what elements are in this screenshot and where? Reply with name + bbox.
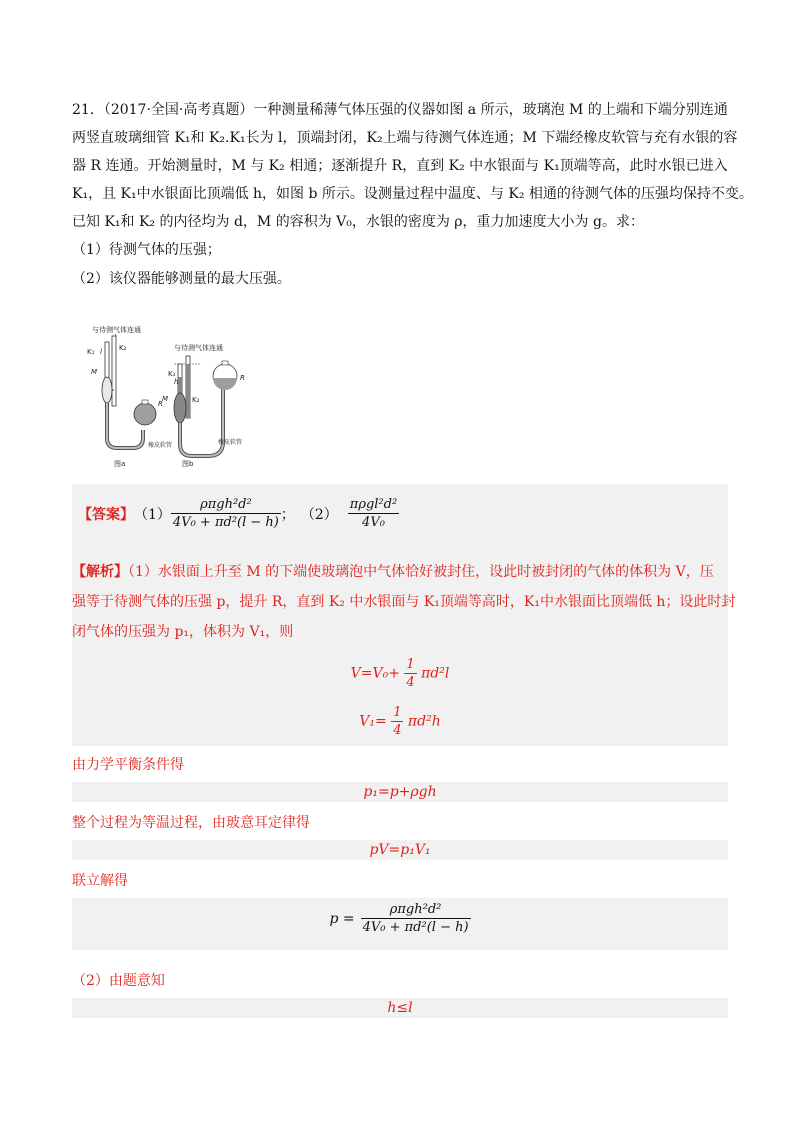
analysis-line-1-text: （1）水银面上升至 M 的下端使玻璃泡中气体恰好被封住，设此时被封闭的气体的体积为 V，压 [128, 564, 714, 580]
fig-b-caption: 图b [182, 460, 194, 468]
eq2-num: 1 [393, 705, 402, 720]
text-boyle: 整个过程为等温过程，由玻意耳定律得 [72, 815, 310, 831]
equation-4: pV=p₁V₁ [369, 842, 431, 858]
eq1-right: πd²l [421, 665, 450, 682]
sub-question-1: （1）待测气体的压强； [72, 242, 221, 258]
answer-1-denominator: 4V₀ + πd²(l − h) [172, 515, 279, 530]
eq1-left: V=V₀+ [350, 665, 400, 682]
answer-tag: 【答案】 [78, 506, 134, 523]
equation-3: p₁=p+ρgh [363, 784, 437, 800]
fig-b-top-label: 与待测气体连通 [174, 344, 223, 352]
eq5-left: p = [329, 910, 355, 927]
eq1-num: 1 [406, 657, 415, 672]
fig-a-top-label: 与待测气体连通 [92, 326, 141, 334]
answer-part2-label: （2） [300, 506, 338, 523]
fig-b-h-label: h [174, 378, 179, 386]
eq5-den: 4V₀ + πd²(l − h) [362, 920, 469, 935]
fig-b-k2-label: K₂ [192, 396, 200, 404]
eq1-den: 4 [406, 675, 415, 690]
question-line-5: 已知 K₁和 K₂ 的内径均为 d，M 的容积为 V₀，水银的密度为 ρ，重力加速度大小为 g。求： [72, 214, 644, 230]
question-line-2: 两竖直玻璃细管 K₁和 K₂.K₁长为 l，顶端封闭，K₂上端与待测气体连通；M 下端经橡皮软管与充有水银的容 [72, 130, 738, 146]
fig-b-k1-label: K₁ [168, 370, 176, 378]
question-line-1: 21．（2017·全国·高考真题）一种测量稀薄气体压强的仪器如图 a 所示，玻璃泡 M 的上端和下端分别连通 [72, 102, 728, 118]
answer-2-denominator: 4V₀ [362, 515, 385, 530]
fig-a-hose-label: 橡皮软管 [148, 442, 173, 449]
analysis-tag: 【解析】 [72, 564, 128, 580]
analysis-line-3: 闭气体的压强为 p₁，体积为 V₁，则 [72, 624, 294, 640]
text-equilibrium: 由力学平衡条件得 [72, 757, 184, 773]
answer-2-numerator: πρgl²d² [349, 497, 398, 512]
question-line-4: K₁，且 K₁中水银面比顶端低 h，如图 b 所示。设测量过程中温度、与 K₂ 相通的待测气体的压强均保持不变。 [72, 186, 753, 202]
answer-2-fraction [348, 496, 399, 531]
text-part2: （2）由题意知 [72, 973, 165, 989]
answer-1-numerator: ρπgh²d² [200, 497, 252, 512]
fig-b-m-label: M [162, 395, 169, 403]
fig-b-r-label: R [240, 374, 245, 382]
eq1-fraction [404, 656, 416, 691]
apparatus-figure [78, 322, 278, 472]
fig-b-hose-label: 橡皮软管 [218, 439, 243, 446]
fig-a-caption: 图a [114, 460, 126, 468]
fig-a-m-label: M [91, 368, 98, 376]
answer-line [78, 496, 399, 531]
equation-1 [72, 656, 728, 691]
equation-2 [72, 704, 728, 739]
eq2-right: πd²h [407, 713, 441, 730]
question-line-3: 器 R 连通。开始测量时，M 与 K₂ 相通；逐渐提升 R，直到 K₂ 中水银面与 K₁顶端等高，此时水银已进入 [72, 158, 728, 174]
eq5-fraction [361, 901, 471, 936]
sub-question-2: （2）该仪器能够测量的最大压强。 [72, 271, 291, 287]
fig-a-k2-label: K₂ [119, 344, 127, 352]
answer-separator: ； [280, 506, 295, 523]
analysis-line-1 [72, 562, 732, 582]
fig-a-r-label: R [158, 400, 163, 408]
analysis-line-2: 强等于待测气体的压强 p，提升 R，直到 K₂ 中水银面与 K₁顶端等高时，K₁中水银面比顶端低 h；设此时封 [72, 594, 736, 610]
answer-1-fraction [171, 496, 281, 531]
fig-a-l-label: l [100, 348, 102, 356]
equation-5 [72, 901, 728, 936]
fig-a-k1-label: K₁ [87, 348, 95, 356]
eq2-fraction [391, 704, 403, 739]
text-solve: 联立解得 [72, 873, 128, 889]
equation-6: h≤l [387, 1000, 413, 1016]
eq2-left: V₁= [359, 713, 387, 730]
answer-part1-label: （1） [134, 506, 171, 523]
eq5-num: ρπgh²d² [389, 902, 442, 917]
apparatus-diagram [78, 322, 278, 472]
eq2-den: 4 [393, 723, 402, 738]
